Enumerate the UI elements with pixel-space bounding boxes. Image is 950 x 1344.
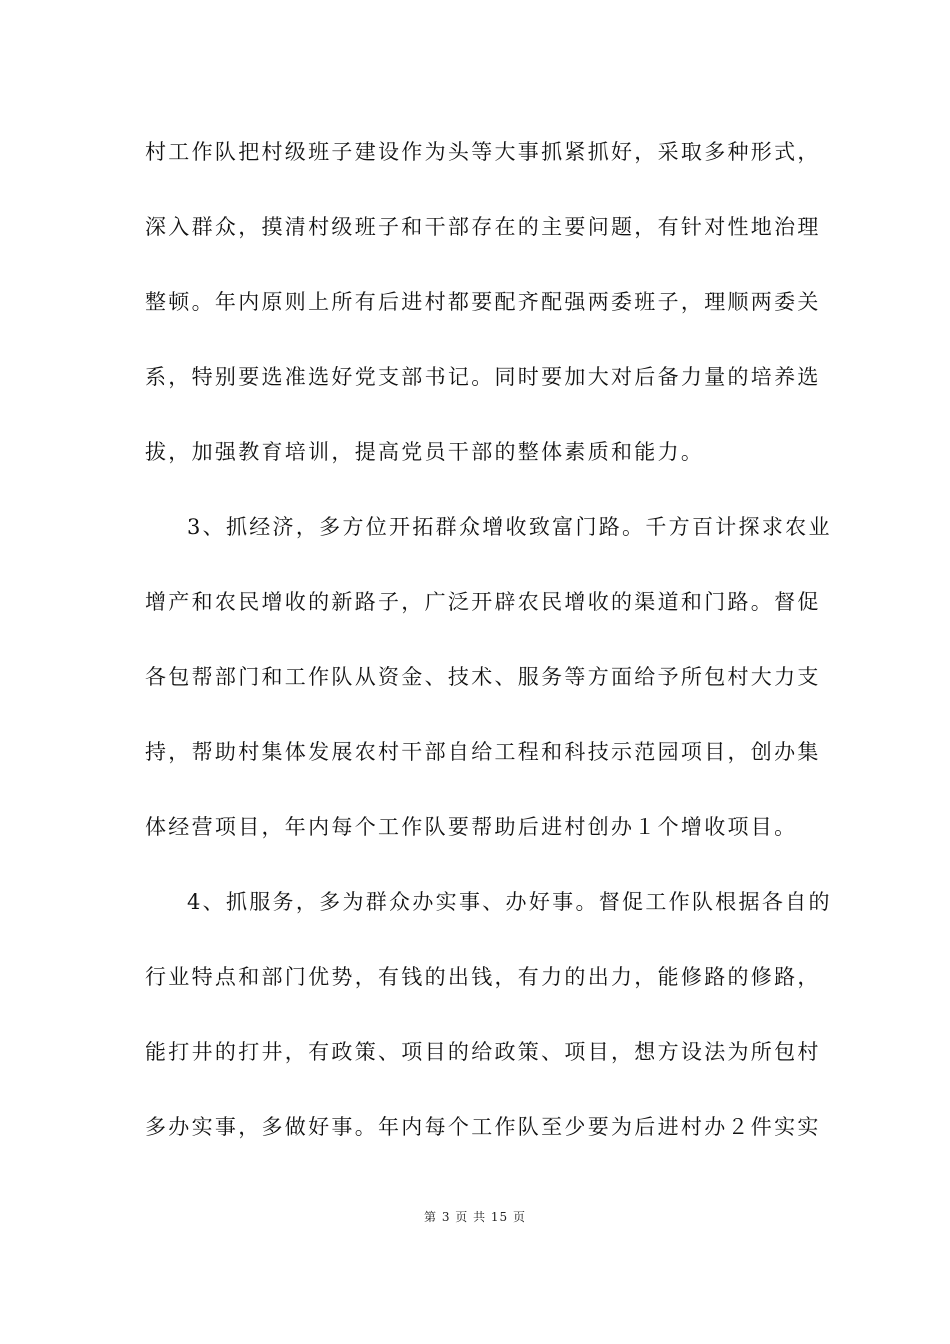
paragraph-line: 多办实事，多做好事。年内每个工作队至少要为后进村办２件实实 [145, 1115, 821, 1139]
paragraph-line: 各包帮部门和工作队从资金、技术、服务等方面给予所包村大力支 [145, 665, 821, 689]
page-footer: 第 3 页 共 15 页 [424, 1210, 526, 1224]
paragraph-line: 整顿。年内原则上所有后进村都要配齐配强两委班子，理顺两委关 [145, 290, 821, 314]
paragraph-line: 体经营项目，年内每个工作队要帮助后进村创办１个增收项目。 [145, 815, 798, 839]
paragraph-line: 村工作队把村级班子建设作为头等大事抓紧抓好，采取多种形式， [145, 140, 821, 164]
paragraph-line: 持，帮助村集体发展农村干部自给工程和科技示范园项目，创办集 [145, 740, 821, 764]
paragraph-line: 系，特别要选准选好党支部书记。同时要加大对后备力量的培养选 [145, 365, 821, 389]
paragraph-line: 深入群众，摸清村级班子和干部存在的主要问题，有针对性地治理 [145, 215, 821, 239]
paragraph-line: 能打井的打井，有政策、项目的给政策、项目，想方设法为所包村 [145, 1040, 821, 1064]
paragraph-line: 4、抓服务，多为群众办实事、办好事。督促工作队根据各自的 [187, 890, 832, 914]
paragraph-line: 增产和农民增收的新路子，广泛开辟农民增收的渠道和门路。督促 [145, 590, 821, 614]
paragraph-line: 3、抓经济，多方位开拓群众增收致富门路。千方百计探求农业 [187, 515, 832, 539]
paragraph-line: 拔，加强教育培训，提高党员干部的整体素质和能力。 [145, 440, 705, 464]
paragraph-line: 行业特点和部门优势，有钱的出钱，有力的出力，能修路的修路， [145, 965, 821, 989]
